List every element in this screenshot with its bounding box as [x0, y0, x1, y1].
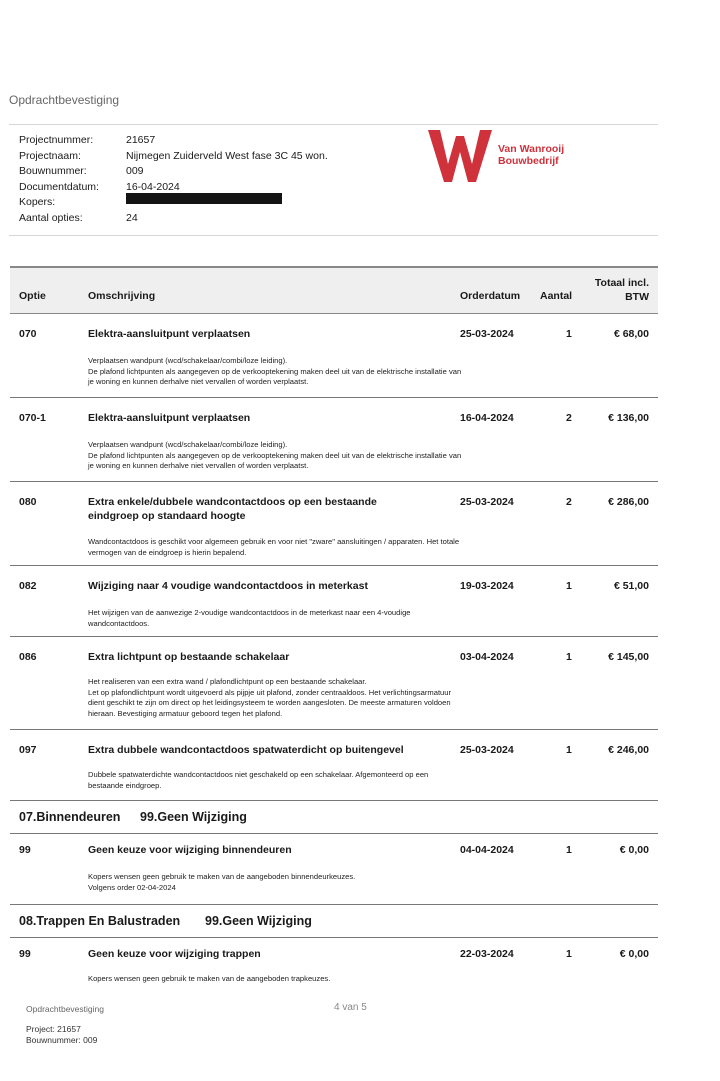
- table-row: [10, 398, 658, 482]
- row-title: Elektra-aansluitpunt verplaatsen: [88, 412, 251, 424]
- row-date: 25-03-2024: [460, 328, 514, 340]
- row-total: € 68,00: [613, 328, 649, 340]
- meta-row-kopers: Kopers:: [19, 195, 328, 211]
- row-qty: 2: [566, 412, 572, 424]
- row-total: € 136,00: [608, 412, 649, 424]
- col-optie: Optie: [19, 290, 46, 302]
- row-title: Extra enkele/dubbele wandcontactdoos op een bestaande eindgroep op standaard hoogte: [88, 496, 377, 522]
- row-code: 097: [19, 744, 37, 756]
- row-details: Het wijzigen van de aanwezige 2-voudige wandcontactdoos in de meterkast naar een 4-voudige wandcontactdoos.: [88, 608, 411, 628]
- table-row: [10, 482, 658, 566]
- row-details: Kopers wensen geen gebruik te maken van de aangeboden trapkeuzes.: [88, 974, 331, 983]
- row-title: Extra dubbele wandcontactdoos spatwaterdicht op buitengevel: [88, 744, 404, 756]
- meta-row-aantal-opties: Aantal opties: 24: [19, 211, 138, 224]
- table-row: [10, 730, 658, 801]
- table-row: [10, 566, 658, 637]
- row-code: 080: [19, 496, 37, 508]
- row-qty: 1: [566, 328, 572, 340]
- row-qty: 1: [566, 651, 572, 663]
- row-code: 082: [19, 580, 37, 592]
- page-number: 4 van 5: [334, 1002, 367, 1013]
- row-qty: 1: [566, 580, 572, 592]
- row-date: 19-03-2024: [460, 580, 514, 592]
- col-orderdatum: Orderdatum: [460, 290, 521, 302]
- group-header-binnendeuren: 07.Binnendeuren 99.Geen Wijziging: [10, 801, 658, 834]
- row-title: Wijziging naar 4 voudige wandcontactdoos in meterkast: [88, 580, 368, 592]
- row-details: Verplaatsen wandpunt (wcd/schakelaar/combi/loze leiding). De plafond lichtpunten als aangegeven op de verkooptekening maken deel uit van de elektrische installatie van je woning en kunnen derhalve niet vervallen of worden verplaatst.: [88, 356, 462, 387]
- row-total: € 0,00: [619, 948, 649, 960]
- table-row: [10, 314, 658, 398]
- group-header-trappen: 08.Trappen En Balustraden 99.Geen Wijziging: [10, 905, 658, 938]
- meta-row-projectnummer: Projectnummer: 21657: [19, 134, 156, 146]
- company-logo: [428, 128, 564, 182]
- row-total: € 145,00: [608, 651, 649, 663]
- col-totaal: Totaal incl. BTW: [594, 277, 649, 303]
- table-header: [10, 266, 658, 314]
- table-row: [10, 834, 658, 905]
- options-table: [10, 266, 658, 990]
- row-title: Elektra-aansluitpunt verplaatsen: [88, 328, 251, 340]
- document-title: Opdrachtbevestiging: [9, 93, 120, 107]
- row-title: Geen keuze voor wijziging trappen: [88, 948, 261, 960]
- row-date: 25-03-2024: [460, 744, 514, 756]
- row-qty: 1: [566, 844, 572, 856]
- table-row: [10, 938, 658, 990]
- meta-row-bouwnummer: Bouwnummer: 009: [19, 165, 144, 178]
- row-qty: 2: [566, 496, 572, 508]
- row-details: Het realiseren van een extra wand / plafondlichtpunt op een bestaande schakelaar. Let op plafondlichtpunt wordt uitgevoerd als pijpje uit plafond, zonder centraaldoos. Het verlichtingsarmatuur dient geschikt te zijn om direct op het leidingsysteem te worden aangesloten. De meeste armaturen voldoen hieraan. Bevestiging armatuur geboord tegen het plafond.: [88, 677, 452, 718]
- row-total: € 286,00: [608, 496, 649, 508]
- row-date: 04-04-2024: [460, 844, 514, 856]
- footer-project-info: Project: 21657 Bouwnummer: 009: [26, 1024, 98, 1045]
- row-date: 22-03-2024: [460, 948, 514, 960]
- row-details: Kopers wensen geen gebruik te maken van de aangeboden binnendeurkeuzes. Volgens order 02-04-2024: [88, 872, 356, 892]
- row-total: € 0,00: [619, 844, 649, 856]
- logo-line2: Bouwbedrijf: [498, 155, 559, 167]
- meta-row-projectnaam: Projectnaam: Nijmegen Zuiderveld West fase 3C 45 won.: [19, 149, 328, 162]
- row-code: 99: [19, 948, 31, 960]
- project-meta: [19, 133, 328, 227]
- meta-row-documentdatum: Documentdatum: 16-04-2024: [19, 180, 180, 193]
- col-aantal: Aantal: [540, 290, 573, 302]
- row-code: 086: [19, 651, 37, 663]
- row-total: € 51,00: [613, 580, 649, 592]
- row-code: 070: [19, 328, 37, 340]
- row-date: 25-03-2024: [460, 496, 514, 508]
- row-details: Dubbele spatwaterdichte wandcontactdoos niet geschakeld op een schakelaar. Afgemonteerd op een bestaande eindgroep.: [88, 770, 429, 790]
- logo-line1: Van Wanrooij: [498, 143, 565, 155]
- row-title: Geen keuze voor wijziging binnendeuren: [88, 844, 292, 856]
- row-qty: 1: [566, 744, 572, 756]
- w-logo-icon: [428, 128, 492, 182]
- row-title: Extra lichtpunt op bestaande schakelaar: [88, 651, 290, 663]
- row-details: Verplaatsen wandpunt (wcd/schakelaar/combi/loze leiding). De plafond lichtpunten als aangegeven op de verkooptekening maken deel uit van de elektrische installatie van je woning en kunnen derhalve niet vervallen of worden verplaatst.: [88, 440, 462, 471]
- table-row: [10, 637, 658, 730]
- row-date: 03-04-2024: [460, 651, 514, 663]
- row-details: Wandcontactdoos is geschikt voor algemeen gebruik en voor niet "zware" aansluitingen / apparaten. Het totale vermogen van de eindgroep is hierin bepalend.: [88, 537, 460, 557]
- divider: [9, 235, 658, 236]
- row-qty: 1: [566, 948, 572, 960]
- row-code: 99: [19, 844, 31, 856]
- redaction-bar: [126, 193, 282, 204]
- col-omschrijving: Omschrijving: [88, 290, 156, 302]
- footer-title: Opdrachtbevestiging: [26, 1004, 104, 1014]
- divider: [9, 124, 658, 125]
- row-code: 070-1: [19, 412, 46, 424]
- row-total: € 246,00: [608, 744, 649, 756]
- row-date: 16-04-2024: [460, 412, 514, 424]
